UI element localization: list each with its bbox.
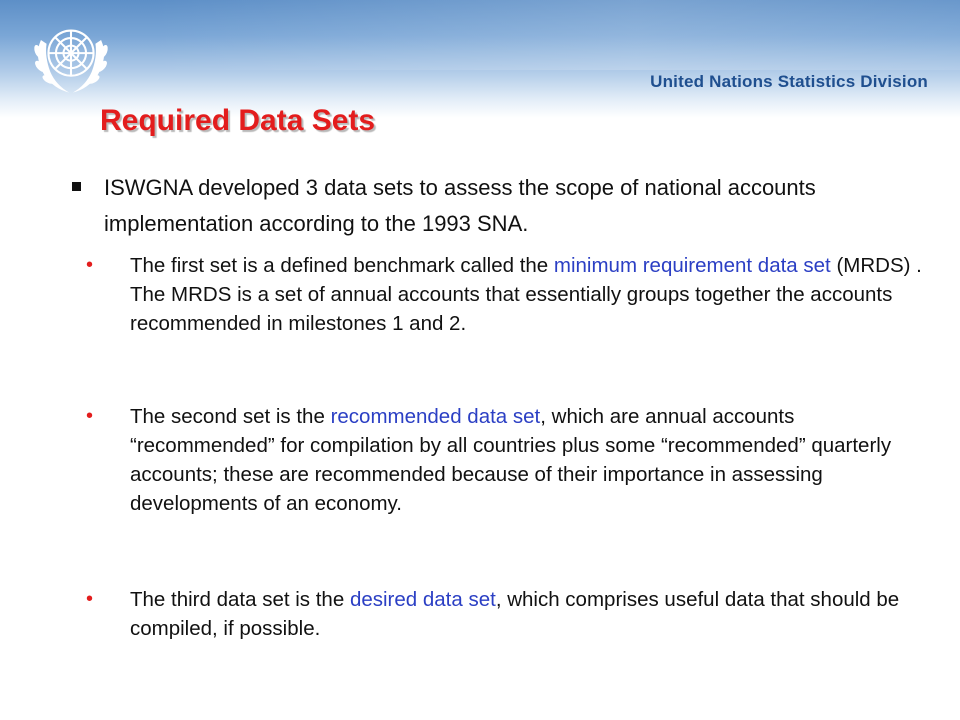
- lead-point: [72, 170, 932, 242]
- square-bullet-icon: [72, 182, 81, 191]
- bullet-text: The second set is the recommended data set, which are annual accounts “recommended” for compilation by all countries plus some “recommended” quarterly accounts; these are recommended because of their importance in assessing developments of an economy.: [130, 405, 892, 515]
- highlight-term: recommended data set: [330, 405, 541, 428]
- highlight-term: desired data set: [349, 588, 496, 611]
- un-emblem-icon: [24, 8, 118, 102]
- dot-bullet-icon: •: [86, 254, 94, 276]
- bullet-text: The first set is a defined benchmark called the minimum requirement data set (MRDS) . The MRDS is a set of annual accounts that essentially groups together the accounts recommended in milestones 1 and 2.: [130, 254, 922, 335]
- bullet-text: The third data set is the desired data set, which comprises useful data that should be compiled, if possible.: [130, 588, 900, 640]
- lead-text: ISWGNA developed 3 data sets to assess the scope of national accounts implementation according to the 1993 SNA.: [104, 175, 816, 236]
- dot-bullet-icon: •: [86, 588, 94, 610]
- bullet-item: [86, 585, 926, 643]
- highlight-term: minimum requirement data set: [553, 254, 831, 277]
- header-sheen: [150, 0, 960, 70]
- dot-bullet-icon: •: [86, 405, 94, 427]
- slide-title: Required Data Sets: [100, 104, 376, 137]
- organization-name: United Nations Statistics Division: [650, 72, 928, 91]
- bullet-item: [86, 251, 926, 338]
- bullet-item: [86, 402, 926, 518]
